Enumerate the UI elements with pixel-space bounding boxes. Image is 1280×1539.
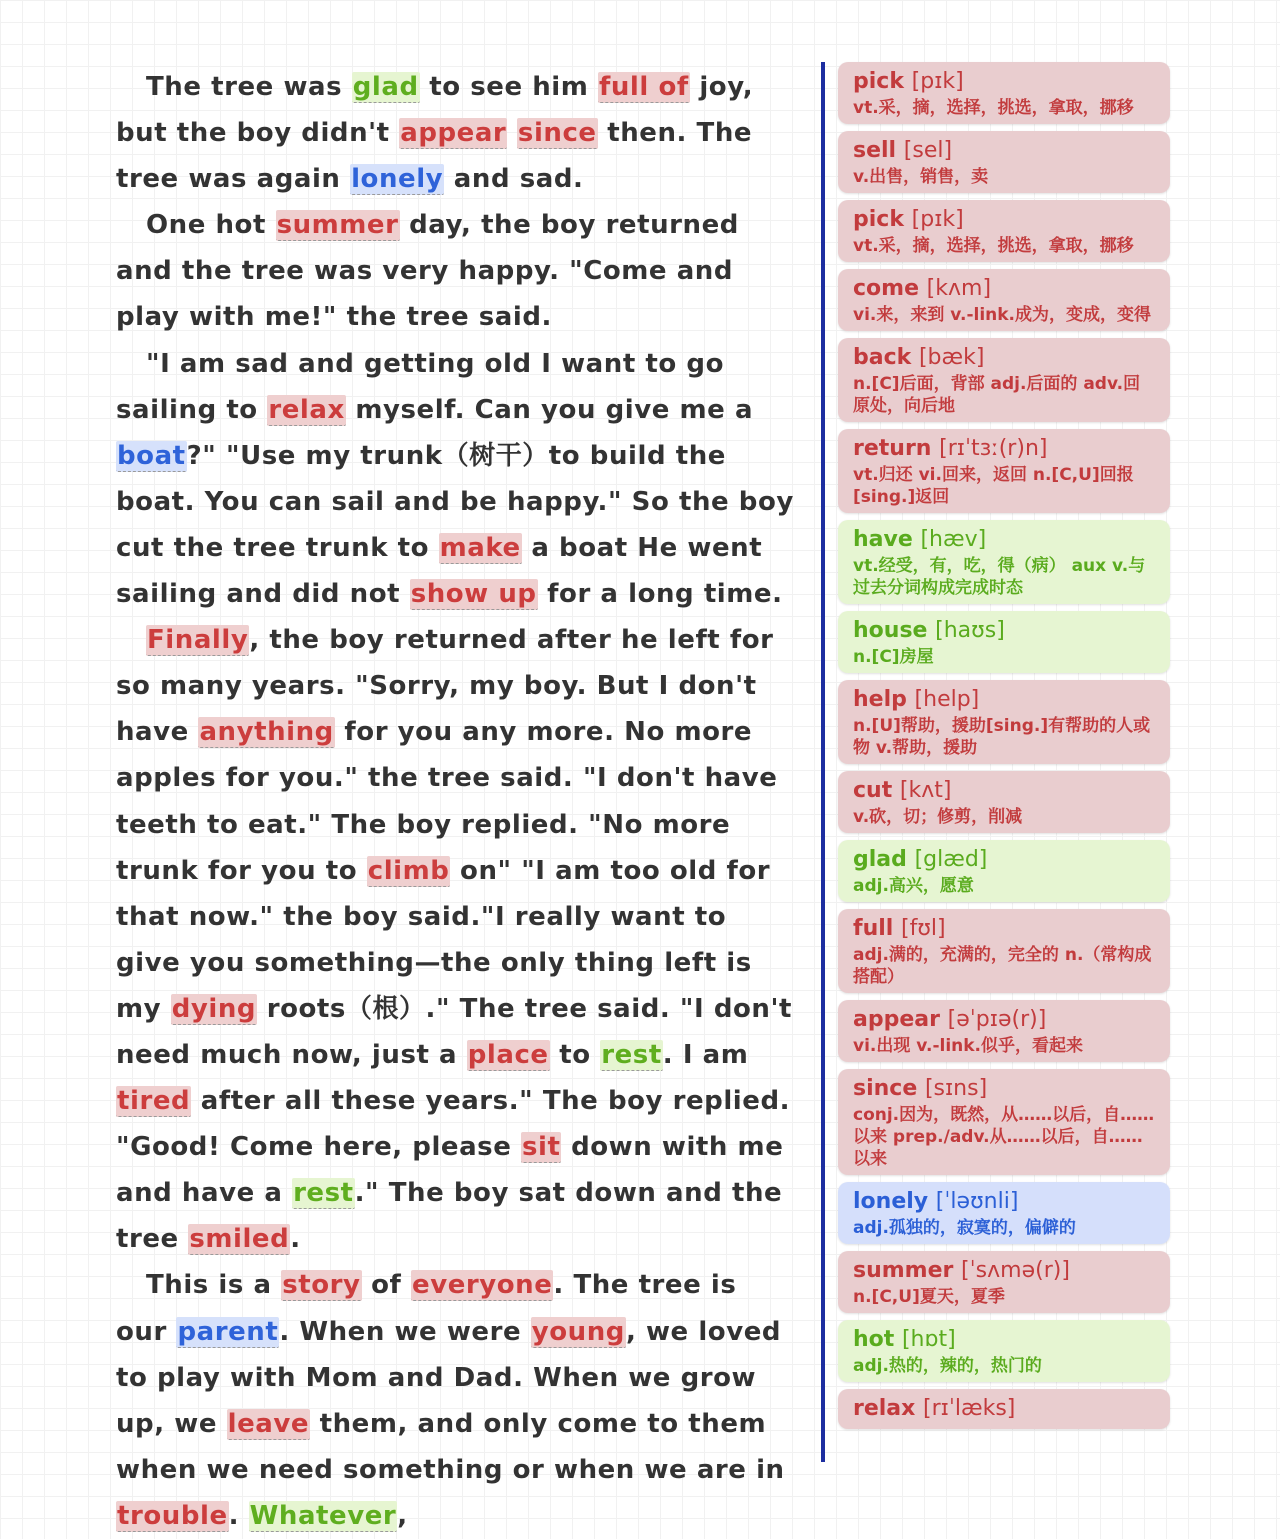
passage-text: on" "I am too old for that now." the boy said."I really want to give you something—the only thing left is my	[116, 855, 771, 1024]
vocab-card[interactable]	[838, 62, 1170, 124]
highlighted-word[interactable]: tired	[117, 1086, 191, 1117]
vocab-word: relax	[853, 1396, 916, 1421]
vocab-definition: adj.高兴，愿意	[853, 876, 974, 896]
vocab-phonetic: [ˈsʌmə(r)]	[961, 1258, 1070, 1283]
vocab-word: appear	[853, 1007, 940, 1032]
passage-text: . The tree is our	[116, 1270, 737, 1347]
vocab-phonetic: [bæk]	[918, 345, 985, 370]
vocab-card[interactable]	[838, 680, 1170, 764]
passage-text: to	[549, 1039, 601, 1070]
vocab-word: lonely	[853, 1189, 929, 1214]
passage-text: One hot	[146, 210, 276, 241]
highlighted-word[interactable]: parent	[177, 1316, 279, 1347]
passage-text: down with me and have a	[116, 1132, 784, 1209]
vocab-phonetic: [ˈləʊnli]	[935, 1189, 1019, 1214]
passage-text: , the boy returned after he left for so many years. "Sorry, my boy. But I don't have	[116, 625, 774, 748]
vocab-card[interactable]	[838, 771, 1170, 833]
vocab-card[interactable]	[838, 269, 1170, 331]
vocab-card[interactable]	[838, 200, 1170, 262]
vocab-definition: vi.来，来到 v.-link.成为，变成，变得	[853, 305, 1152, 325]
vocab-word: come	[853, 276, 919, 301]
passage-text: , we loved to play with Mom and Dad. When we grow up, we	[116, 1316, 782, 1439]
vocab-word: pick	[853, 69, 904, 94]
vocab-headword-line	[853, 685, 1156, 715]
vocab-card[interactable]	[838, 611, 1170, 673]
passage-text: ,	[397, 1500, 408, 1531]
vocab-definition: vt.经受，有，吃，得（病） aux v.与过去分词构成完成时态	[853, 556, 1146, 598]
passage-text: ." The boy sat down and the tree	[116, 1178, 783, 1255]
vocab-card[interactable]	[838, 338, 1170, 422]
passage-text: for you any more. No more apples for you." the tree said. "I don't have teeth to eat." The boy replied. "No more trunk for you to	[116, 717, 778, 886]
highlighted-word[interactable]: climb	[367, 855, 450, 886]
highlighted-word[interactable]: boat	[117, 440, 186, 471]
vocab-word: summer	[853, 1258, 954, 1283]
highlighted-word[interactable]: summer	[276, 210, 399, 241]
highlighted-word[interactable]: story	[282, 1270, 361, 1301]
vocab-card[interactable]	[838, 909, 1170, 993]
vocab-headword-line	[853, 845, 1156, 875]
vocab-definition: v.砍，切；修剪，削减	[853, 807, 1023, 827]
vocab-phonetic: [kʌm]	[926, 276, 992, 301]
paragraph	[116, 617, 796, 1262]
passage-text: them, and only come to them when we need something or when we are in	[116, 1408, 785, 1485]
vocab-phonetic: [haʊs]	[935, 618, 1005, 643]
vocab-headword-line	[853, 1187, 1156, 1217]
vocab-card[interactable]	[838, 1182, 1170, 1244]
highlighted-word[interactable]: everyone	[412, 1270, 553, 1301]
passage-text: roots（根）." The tree said. "I don't need much now, just a	[116, 993, 792, 1070]
paragraph	[116, 1262, 796, 1539]
vocab-definition: vi.出现 v.-link.似乎，看起来	[853, 1036, 1084, 1056]
passage-text: then. The tree was again	[116, 118, 753, 195]
vocabulary-list	[838, 62, 1170, 1436]
vocab-word: pick	[853, 207, 904, 232]
highlighted-word[interactable]: Whatever	[249, 1500, 397, 1531]
paragraph	[116, 202, 796, 340]
vocab-definition: adj.满的，充满的，完全的 n.（常构成搭配）	[853, 945, 1152, 987]
passage-text: a boat He went sailing and did not	[116, 532, 763, 610]
highlighted-word[interactable]: glad	[352, 72, 419, 102]
vocab-definition: vt.归还 vi.回来，返回 n.[C,U]回报[sing.]返回	[853, 465, 1134, 507]
vocab-phonetic: [əˈpɪə(r)]	[947, 1007, 1047, 1032]
vocab-card[interactable]	[838, 840, 1170, 902]
vocab-headword-line	[853, 1325, 1156, 1355]
vocab-headword-line	[853, 434, 1156, 464]
vocab-definition: adj.热的，辣的，热门的	[853, 1356, 1042, 1376]
highlighted-word[interactable]: trouble	[117, 1500, 228, 1531]
passage-text: joy, but the boy didn't	[116, 72, 754, 149]
vocab-definition: v.出售，销售，卖	[853, 167, 989, 187]
highlighted-word[interactable]: full of	[599, 72, 689, 102]
vocab-word: glad	[853, 847, 907, 872]
paragraph	[116, 341, 796, 618]
vocab-phonetic: [pɪk]	[911, 69, 964, 94]
vocab-card[interactable]	[838, 1069, 1170, 1175]
highlighted-word[interactable]: anything	[199, 717, 334, 748]
reading-passage	[116, 64, 796, 1539]
passage-text: The tree was	[146, 72, 352, 102]
vocab-headword-line	[853, 1074, 1156, 1104]
passage-text: "I am sad and getting old I want to go sailing to	[116, 348, 724, 425]
vocab-word: back	[853, 345, 912, 370]
vocab-definition: n.[C]房屋	[853, 647, 934, 667]
vocab-headword-line	[853, 616, 1156, 646]
passage-text: for a long time.	[537, 579, 783, 610]
highlighted-word[interactable]: lonely	[351, 164, 444, 195]
vocab-card[interactable]	[838, 1000, 1170, 1062]
highlighted-word[interactable]: rest	[601, 1039, 662, 1070]
vocab-headword-line	[853, 525, 1156, 555]
passage-text: .	[228, 1500, 249, 1531]
highlighted-word[interactable]: relax	[268, 394, 345, 425]
vocab-headword-line	[853, 205, 1156, 235]
vocab-definition: vt.采，摘，选择，挑选，拿取，挪移	[853, 236, 1134, 256]
vocab-card[interactable]	[838, 1320, 1170, 1382]
vocab-card[interactable]	[838, 1251, 1170, 1313]
passage-text: to see him	[419, 72, 598, 102]
vocab-word: since	[853, 1076, 918, 1101]
vocab-phonetic: [pɪk]	[911, 207, 964, 232]
vocab-phonetic: [fʊl]	[901, 916, 946, 941]
vocab-headword-line	[853, 343, 1156, 373]
column-divider	[821, 62, 825, 1462]
vocab-headword-line	[853, 1005, 1156, 1035]
passage-text: .	[290, 1224, 301, 1255]
highlighted-word[interactable]: dying	[171, 993, 257, 1024]
highlighted-word[interactable]: Finally	[147, 625, 249, 656]
highlighted-word[interactable]: rest	[293, 1178, 354, 1209]
vocab-definition: n.[C]后面，背部 adj.后面的 adv.回原处，向后地	[853, 374, 1141, 416]
vocab-card[interactable]	[838, 429, 1170, 513]
vocab-headword-line	[853, 274, 1156, 304]
vocab-card[interactable]	[838, 520, 1170, 604]
passage-text: of	[361, 1270, 412, 1301]
passage-text: ?" "Use my trunk（树干）to build the boat. You can sail and be happy." So the boy cut the tree trunk to	[116, 440, 794, 563]
vocab-phonetic: [rɪˈlæks]	[923, 1396, 1016, 1421]
vocab-definition: adj.孤独的，寂寞的，偏僻的	[853, 1218, 1076, 1238]
highlighted-word[interactable]: since	[517, 118, 597, 149]
passage-text: day, the boy returned and the tree was very happy. "Come and play with me!" the tree said.	[116, 210, 739, 333]
highlighted-word[interactable]: make	[439, 532, 521, 563]
vocab-word: cut	[853, 778, 893, 803]
vocab-phonetic: [sel]	[903, 138, 953, 163]
vocab-phonetic: [hɒt]	[901, 1327, 956, 1352]
vocab-card[interactable]	[838, 131, 1170, 193]
passage-text: myself. Can you give me a	[345, 394, 754, 425]
vocab-word: house	[853, 618, 928, 643]
vocab-headword-line	[853, 1256, 1156, 1286]
highlighted-word[interactable]: smiled	[189, 1224, 290, 1255]
vocab-word: sell	[853, 138, 897, 163]
highlighted-word[interactable]: show up	[410, 579, 537, 610]
passage-text: . When we were	[279, 1316, 531, 1347]
highlighted-word[interactable]: place	[467, 1039, 549, 1070]
vocab-word: hot	[853, 1327, 895, 1352]
vocab-headword-line	[853, 1394, 1156, 1424]
vocab-phonetic: [sɪns]	[924, 1076, 988, 1101]
passage-text: after all these years." The boy replied. "Good! Come here, please	[116, 1086, 791, 1163]
highlighted-word[interactable]: leave	[227, 1408, 310, 1439]
vocab-definition: vt.采，摘，选择，挑选，拿取，挪移	[853, 98, 1134, 118]
highlighted-word[interactable]: young	[531, 1316, 625, 1347]
passage-text: . I am	[662, 1039, 749, 1070]
vocab-phonetic: [rɪˈtɜː(r)n]	[939, 436, 1048, 461]
highlighted-word[interactable]: sit	[522, 1132, 561, 1163]
vocab-definition: n.[U]帮助，援助[sing.]有帮助的人或物 v.帮助，援助	[853, 716, 1151, 758]
vocab-headword-line	[853, 136, 1156, 166]
vocab-headword-line	[853, 67, 1156, 97]
paragraph	[116, 64, 796, 202]
vocab-phonetic: [kʌt]	[899, 778, 952, 803]
vocab-word: return	[853, 436, 932, 461]
vocab-headword-line	[853, 776, 1156, 806]
vocab-word: full	[853, 916, 894, 941]
passage-text: and sad.	[444, 164, 584, 195]
vocab-phonetic: [hæv]	[920, 527, 987, 552]
vocab-phonetic: [help]	[914, 687, 980, 712]
vocab-word: have	[853, 527, 913, 552]
passage-text	[507, 118, 517, 148]
vocab-definition: n.[C,U]夏天，夏季	[853, 1287, 1005, 1307]
highlighted-word[interactable]: appear	[400, 118, 507, 149]
vocab-word: help	[853, 687, 907, 712]
vocab-card[interactable]	[838, 1389, 1170, 1429]
vocab-phonetic: [glæd]	[914, 847, 988, 872]
passage-text: This is a	[146, 1270, 282, 1301]
vocab-headword-line	[853, 914, 1156, 944]
vocab-definition: conj.因为，既然，从……以后，自……以来 prep./adv.从……以后，自……以来	[853, 1105, 1155, 1169]
